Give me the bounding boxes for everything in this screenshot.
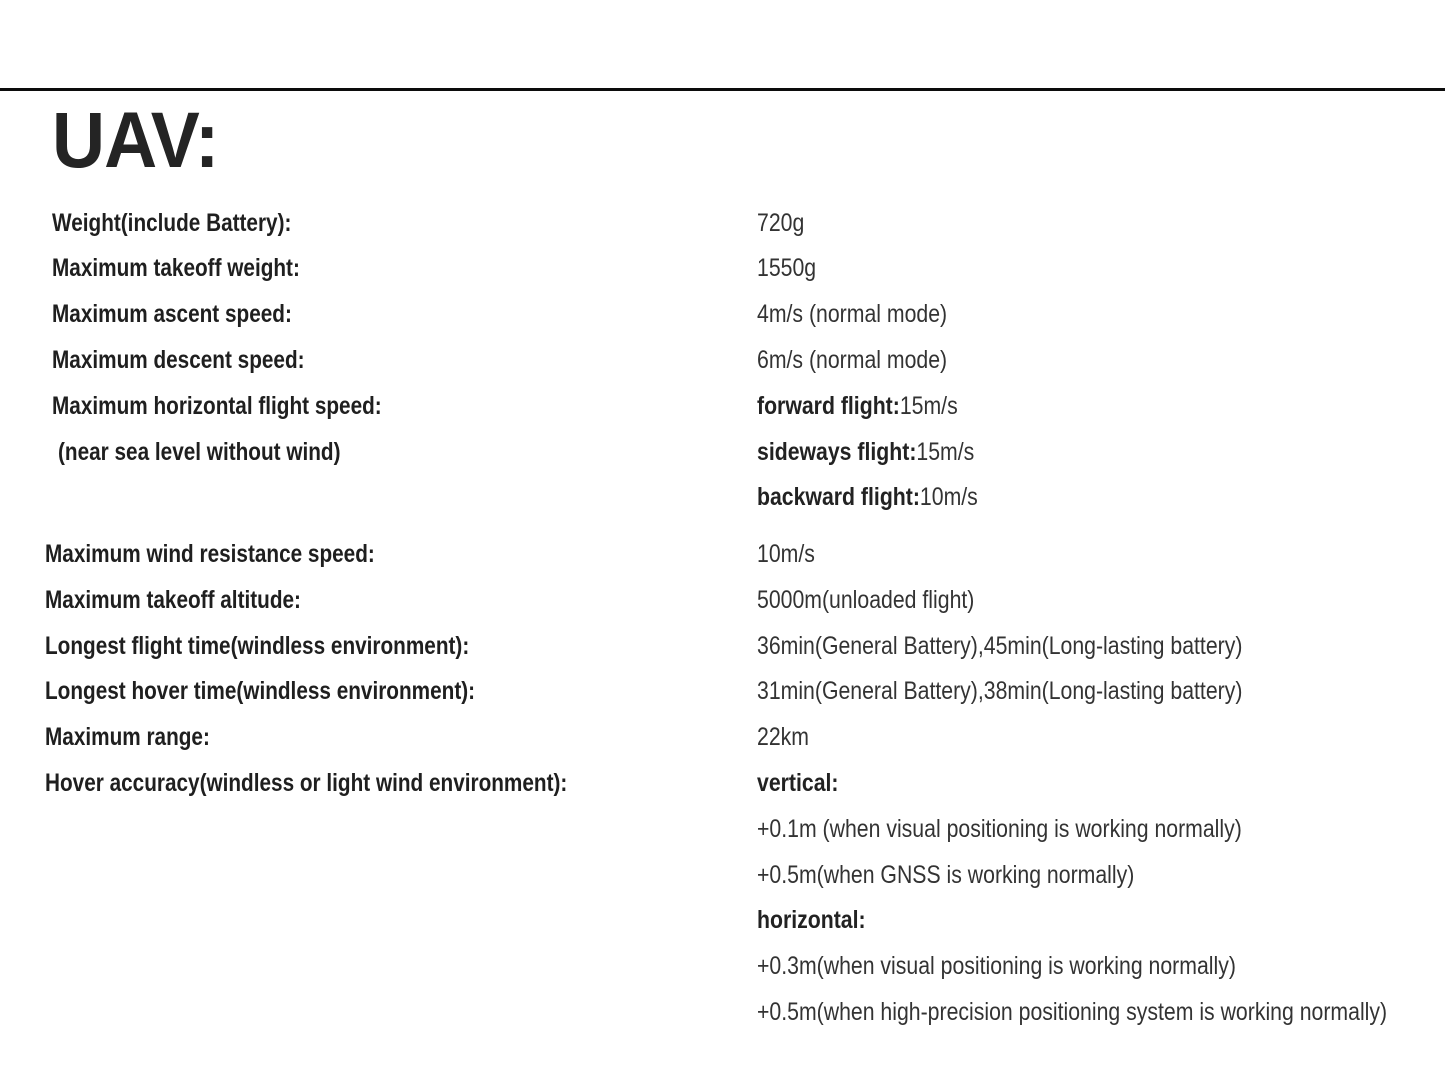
spec-value: 6m/s (normal mode)	[757, 345, 948, 374]
spec-label: Maximum ascent speed:	[52, 300, 292, 329]
spec-row	[0, 715, 1445, 761]
spec-label: Maximum wind resistance speed:	[45, 540, 375, 569]
spec-value: +0.5m(when GNSS is working normally)	[757, 860, 1135, 889]
spec-label: Maximum descent speed:	[52, 345, 305, 374]
spec-value-cell	[757, 438, 1445, 467]
spec-value-text	[757, 998, 1387, 1027]
spec-value: 4m/s (normal mode)	[757, 300, 948, 329]
spec-label-cell	[0, 540, 757, 569]
spec-value-cell	[757, 254, 1445, 283]
spec-value-text	[757, 300, 947, 329]
spec-row	[0, 669, 1445, 715]
spec-value-cell	[757, 483, 1445, 512]
spec-label-cell	[0, 392, 757, 421]
spec-value-text	[757, 392, 958, 421]
spec-label: Longest hover time(windless environment):	[45, 677, 476, 706]
spec-value-cell	[757, 861, 1445, 890]
spec-label-cell	[0, 769, 757, 798]
spec-value-text	[757, 209, 804, 238]
spec-value-key: forward flight:	[757, 391, 900, 420]
spec-value-cell	[757, 769, 1445, 798]
spec-label: Hover accuracy(windless or light wind environment):	[45, 769, 568, 798]
spec-value: +0.1m (when visual positioning is working normally)	[757, 814, 1242, 843]
spec-label: Weight(include Battery):	[52, 208, 292, 237]
spec-row	[0, 429, 1445, 475]
spec-value-cell	[757, 815, 1445, 844]
spec-label: (near sea level without wind)	[58, 437, 341, 466]
spec-value: 22km	[757, 723, 809, 752]
spec-value-text	[757, 586, 974, 615]
spec-label-cell	[0, 586, 757, 615]
spec-value-text	[757, 438, 974, 467]
spec-row	[0, 944, 1445, 990]
spec-label-cell	[0, 958, 757, 976]
spec-row	[0, 246, 1445, 292]
spec-label-cell	[0, 254, 757, 283]
spec-value-cell	[757, 632, 1445, 661]
spec-value-cell	[757, 906, 1445, 935]
spec-value-cell	[757, 209, 1445, 238]
spec-value-key: vertical:	[757, 769, 839, 798]
spec-row	[0, 292, 1445, 338]
spec-value: 1550g	[757, 254, 817, 283]
spec-label: Maximum takeoff weight:	[52, 254, 300, 283]
spec-value-cell	[757, 586, 1445, 615]
spec-value: +0.3m(when visual positioning is working normally)	[757, 952, 1236, 981]
spec-value-text	[757, 723, 809, 752]
spec-value-cell	[757, 723, 1445, 752]
spec-value-text	[757, 952, 1236, 981]
spec-value: 15m/s	[899, 391, 958, 420]
spec-row	[0, 577, 1445, 623]
spec-value-text	[757, 540, 815, 569]
spec-row	[0, 761, 1445, 807]
spec-value-text	[757, 815, 1242, 844]
spec-value-cell	[757, 392, 1445, 421]
spec-row	[0, 200, 1445, 246]
spec-label: Maximum range:	[45, 723, 210, 752]
page-title: UAV:	[52, 95, 219, 184]
spec-row	[0, 852, 1445, 898]
page-title-wrap	[52, 95, 231, 184]
spec-label-cell	[0, 346, 757, 375]
spec-label-cell	[0, 209, 757, 238]
spec-value-text	[757, 254, 816, 283]
spec-value: 10m/s	[919, 483, 978, 512]
spec-label-cell	[0, 912, 757, 930]
spec-row	[0, 532, 1445, 578]
spec-value-cell	[757, 952, 1445, 981]
spec-label-cell	[0, 300, 757, 329]
spec-value: 5000m(unloaded flight)	[757, 585, 975, 614]
spec-row	[0, 990, 1445, 1036]
spec-value-key: backward flight:	[757, 483, 920, 512]
spec-value-text	[757, 346, 947, 375]
spec-value: 15m/s	[916, 437, 975, 466]
spec-value: 31min(General Battery),38min(Long-lasting battery)	[757, 677, 1243, 706]
spec-value: 36min(General Battery),45min(Long-lasting battery)	[757, 631, 1243, 660]
spec-label-cell	[0, 489, 757, 507]
spec-row	[0, 806, 1445, 852]
spec-value-text	[757, 632, 1242, 661]
spec-value-text	[757, 861, 1134, 890]
spec-label-cell	[0, 820, 757, 838]
spec-row	[0, 337, 1445, 383]
spec-value-cell	[757, 346, 1445, 375]
spec-value-cell	[757, 540, 1445, 569]
spec-value: 10m/s	[757, 540, 815, 569]
spec-value-cell	[757, 998, 1445, 1027]
spec-value-cell	[757, 677, 1445, 706]
spec-value-key: horizontal:	[757, 906, 866, 935]
spec-label: Maximum horizontal flight speed:	[52, 391, 382, 420]
spec-row	[0, 383, 1445, 429]
spec-label: Maximum takeoff altitude:	[45, 585, 301, 614]
spec-value: +0.5m(when high-precision positioning system is working normally)	[757, 998, 1388, 1027]
spec-value-key: sideways flight:	[757, 437, 917, 466]
spec-label-cell	[0, 866, 757, 884]
spec-value: 720g	[757, 208, 805, 237]
spec-value-text	[757, 483, 978, 512]
spec-label-cell	[0, 632, 757, 661]
spec-label-cell	[0, 1003, 757, 1021]
spec-label-cell	[0, 438, 757, 467]
spec-label-cell	[0, 723, 757, 752]
spec-row	[0, 623, 1445, 669]
spec-row	[0, 475, 1445, 521]
spec-value-text	[757, 769, 839, 798]
spec-value-text	[757, 906, 866, 935]
spec-label-cell	[0, 677, 757, 706]
spec-table	[0, 200, 1445, 1035]
spec-value-text	[757, 677, 1242, 706]
spec-value-cell	[757, 300, 1445, 329]
spec-row	[0, 898, 1445, 944]
spec-label: Longest flight time(windless environment):	[45, 631, 470, 660]
top-divider-rule	[0, 88, 1445, 91]
